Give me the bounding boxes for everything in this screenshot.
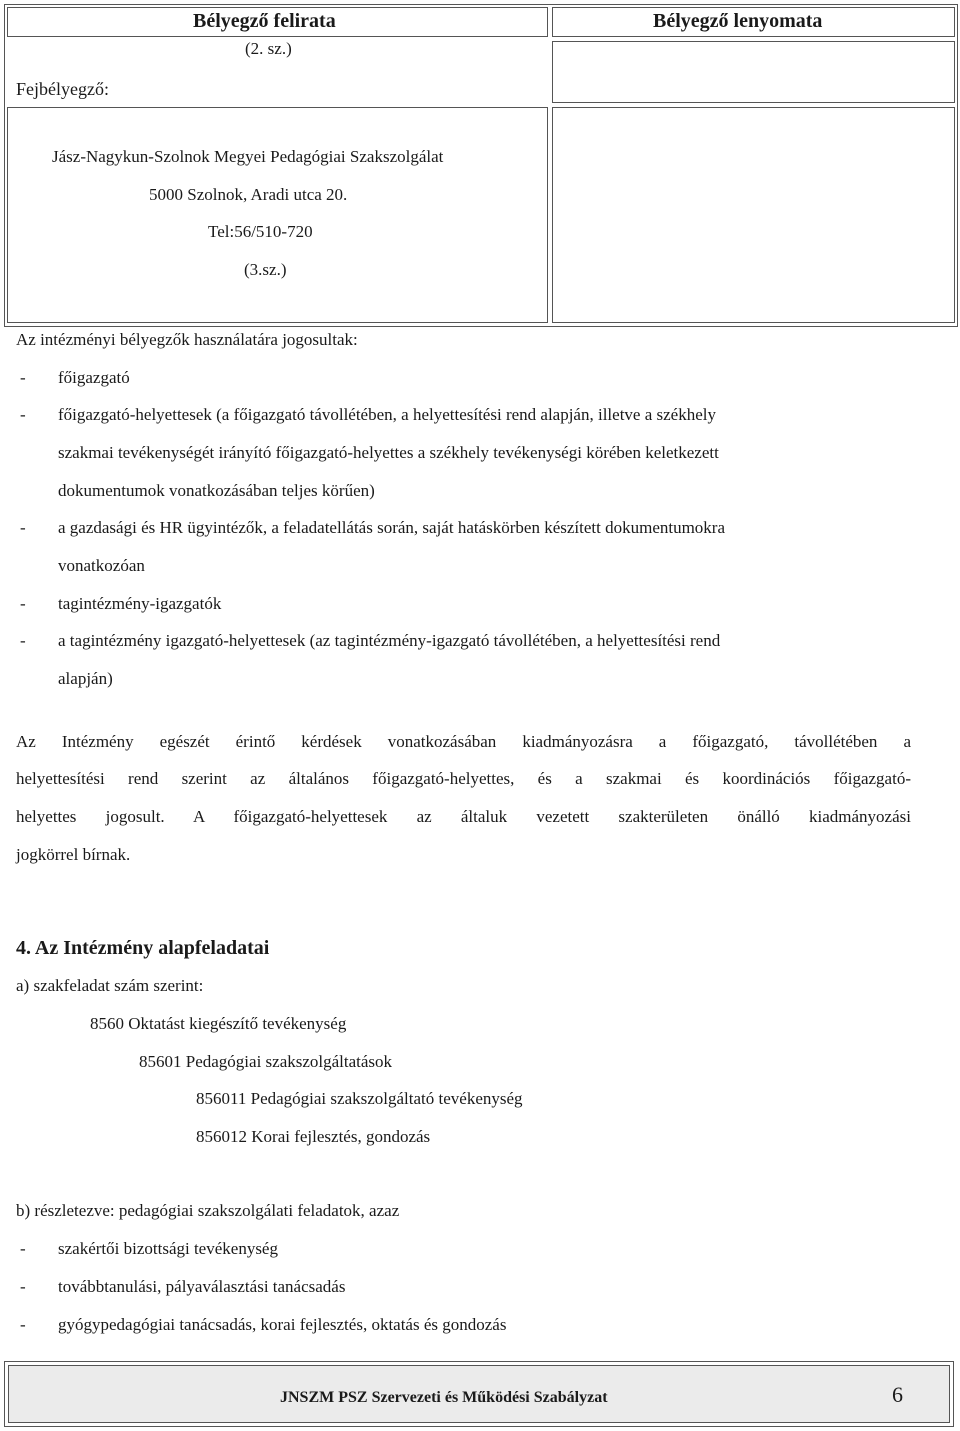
stamp-impression-cell-1	[552, 41, 955, 103]
list-item: a tagintézmény igazgató-helyettesek (az tagintézmény-igazgató távollétében, a helyettesítési rend	[58, 631, 721, 650]
list-dash: -	[20, 1315, 26, 1334]
list-item: főigazgató-helyettesek (a főigazgató távollétében, a helyettesítési rend alapján, illetve a székhely	[58, 405, 716, 424]
code-item-level3: 856012 Korai fejlesztés, gondozás	[196, 1127, 431, 1146]
list-item-continued: alapján)	[58, 669, 113, 688]
paragraph-line: Az Intézmény egészét érintő kérdések vonatkozásában kiadmányozásra a főigazgató, távollétében a	[16, 732, 911, 751]
list-item: gyógypedagógiai tanácsadás, korai fejlesztés, oktatás és gondozás	[58, 1315, 507, 1334]
stamp-impression-header: Bélyegző lenyomata	[653, 10, 823, 32]
page-number: 6	[892, 1382, 903, 1407]
list-item: főigazgató	[58, 368, 130, 387]
list-dash: -	[20, 1277, 26, 1296]
stamp-text-cell	[7, 107, 548, 323]
list-dash: -	[20, 594, 26, 613]
paragraph-line: helyettes jogosult. A főigazgató-helyettesek az általuk vezetett szakterületen önálló kiadmányozási	[16, 807, 911, 826]
stamp-address: 5000 Szolnok, Aradi utca 20.	[149, 185, 348, 204]
stamp-sub-3: (3.sz.)	[244, 260, 287, 279]
footer-title: JNSZM PSZ Szervezeti és Működési Szabályzat	[280, 1389, 608, 1406]
section-b-label: b) részletezve: pedagógiai szakszolgálati feladatok, azaz	[16, 1201, 400, 1220]
stamp-phone: Tel:56/510-720	[208, 222, 313, 241]
list-item: a gazdasági és HR ügyintézők, a feladatellátás során, saját hatáskörben készített dokumentumokra	[58, 518, 726, 537]
authorized-intro: Az intézményi bélyegzők használatára jogosultak:	[16, 330, 358, 349]
list-dash: -	[20, 368, 26, 387]
stamp-impression-cell-2	[552, 107, 955, 323]
code-item-level2: 85601 Pedagógiai szakszolgáltatások	[139, 1052, 393, 1071]
list-dash: -	[20, 518, 26, 537]
fejbelyegzo-label: Fejbélyegző:	[16, 79, 109, 99]
section-a-label: a) szakfeladat szám szerint:	[16, 976, 204, 995]
paragraph-line: jogkörrel bírnak.	[16, 845, 131, 864]
stamp-org-name: Jász-Nagykun-Szolnok Megyei Pedagógiai Szakszolgálat	[52, 147, 444, 166]
paragraph-line: helyettesítési rend szerint az általános főigazgató-helyettes, és a szakmai és koordinációs főigazgató-	[16, 769, 911, 788]
stamp-sub-2: (2. sz.)	[245, 39, 292, 58]
list-item-continued: vonatkozóan	[58, 556, 145, 575]
code-item-level1: 8560 Oktatást kiegészítő tevékenység	[90, 1014, 347, 1033]
list-item-continued: szakmai tevékenységét irányító főigazgató-helyettes a székhely tevékenységi körében keletkezett	[58, 443, 719, 462]
list-item: továbbtanulási, pályaválasztási tanácsadás	[58, 1277, 346, 1296]
stamp-text-header: Bélyegző felirata	[193, 10, 336, 32]
code-item-level3: 856011 Pedagógiai szakszolgáltató tevékenység	[196, 1089, 523, 1108]
list-dash: -	[20, 1239, 26, 1258]
list-dash: -	[20, 405, 26, 424]
list-dash: -	[20, 631, 26, 650]
list-item-continued: dokumentumok vonatkozásában teljes körűen)	[58, 481, 375, 500]
list-item: tagintézmény-igazgatók	[58, 594, 222, 613]
list-item: szakértői bizottsági tevékenység	[58, 1239, 278, 1258]
section-heading: 4. Az Intézmény alapfeladatai	[16, 937, 270, 959]
